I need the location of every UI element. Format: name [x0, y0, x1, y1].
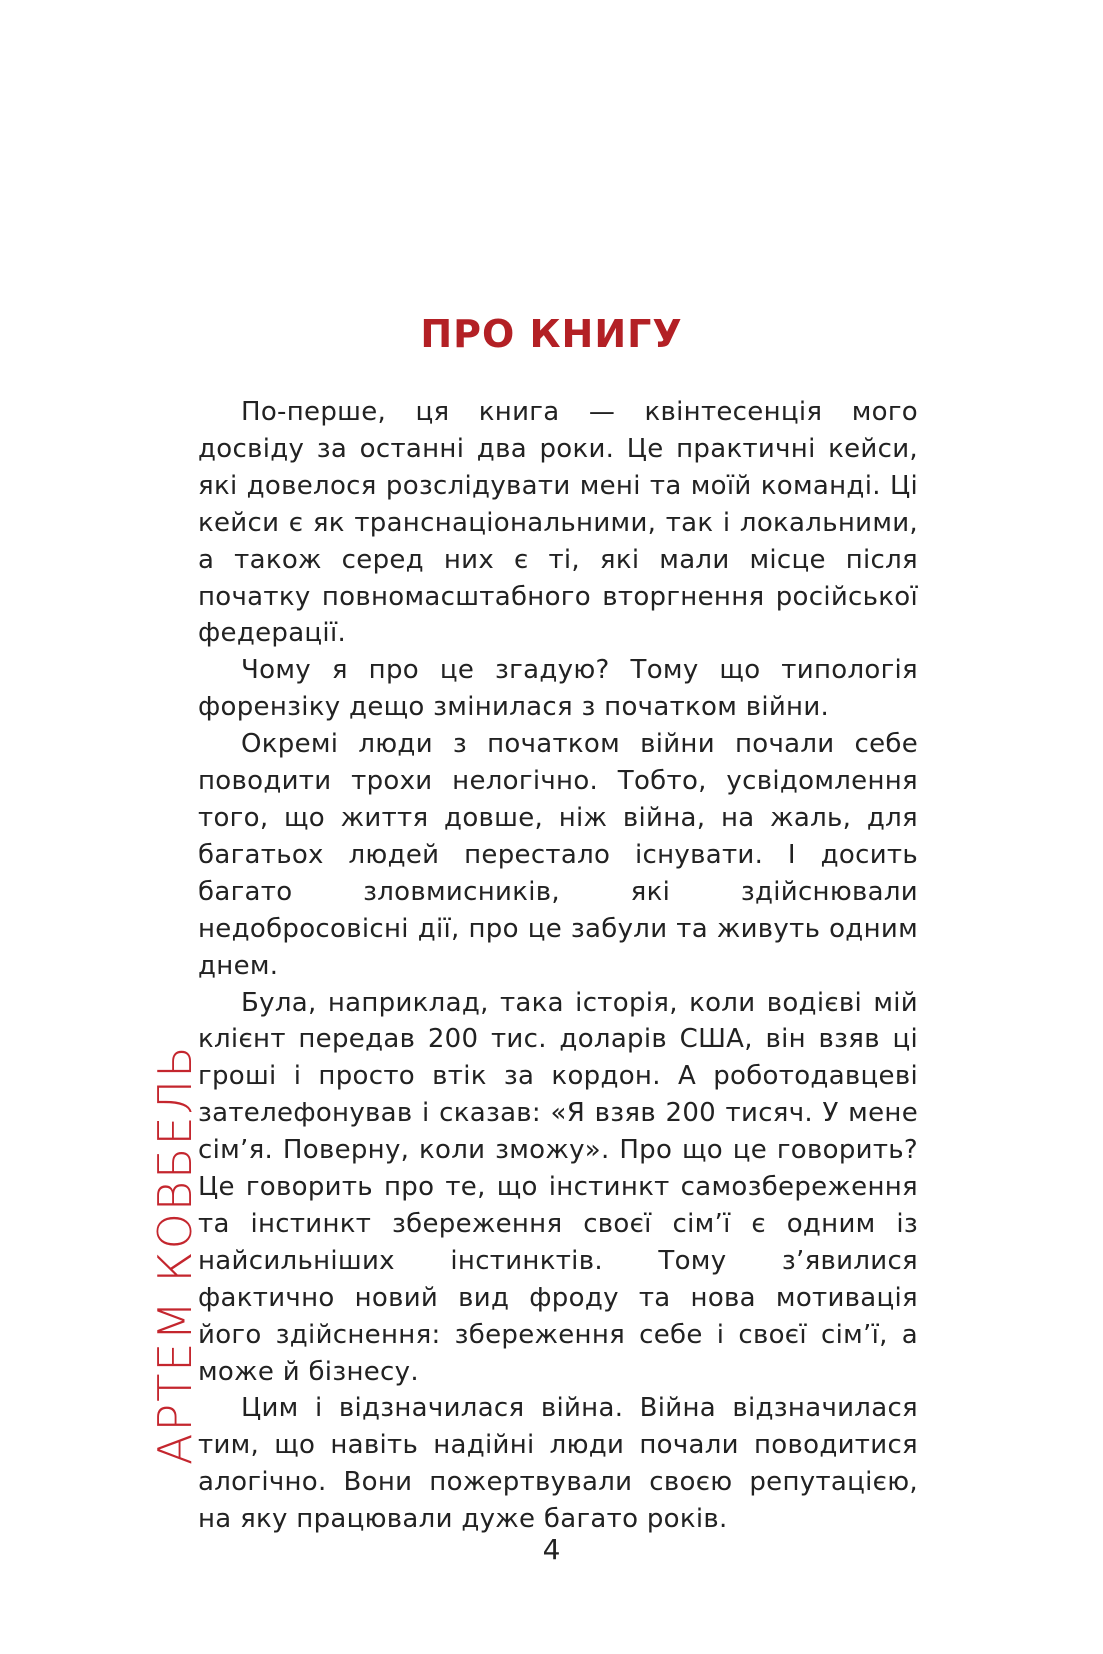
paragraph: Окремі люди з початком війни почали себе поводити трохи нелогічно. Тобто, усвідомлення того, що життя довше, ніж війна, на жаль, для багатьох людей перестало існувати. І досить багато зловмисників, які здійснювали недобросовісні дії, про це забули та живуть одним днем. — [198, 729, 918, 981]
author-name-vertical: АРТЕМ КОВБЕЛЬ — [148, 1044, 202, 1465]
page-number: 4 — [542, 1533, 561, 1566]
paragraph: Цим і відзначилася війна. Війна відзначилася тим, що навіть надійні люди почали поводитися алогічно. Вони пожертвували своєю репутацією, на яку працювали дуже багато років. — [198, 1393, 918, 1535]
chapter-body — [198, 394, 918, 1538]
paragraph: Була, наприклад, така історія, коли водієві мій клієнт передав 200 тис. доларів США, він взяв ці гроші і просто втік за кордон. А роботодавцеві зателефонував і сказав: «Я взяв 200 тисяч. У мене сім’я. Поверну, коли зможу». Про що це говорить? Це говорить про те, що інстинкт самозбереження та інстинкт збереження своєї сім’ї є одним із найсильніших інстинктів. Тому з’явилися фактично новий вид фроду та нова мотивація його здійснення: збереження себе і своєї сім’ї, а може й бізнесу. — [198, 987, 918, 1387]
chapter-title: ПРО КНИГУ — [420, 312, 683, 356]
paragraph: Чому я про це згадую? Тому що типологія форензіку дещо змінилася з початком війни. — [198, 655, 918, 723]
paragraph: По-перше, ця книга — квінтесенція мого досвіду за останні два роки. Це практичні кейси, які довелося розслідувати мені та моїй команді. Ці кейси є як транснаціональними, так і локальними, а також серед них є ті, які мали місце після початку повномасштабного вторгнення російської федерації. — [198, 397, 918, 649]
